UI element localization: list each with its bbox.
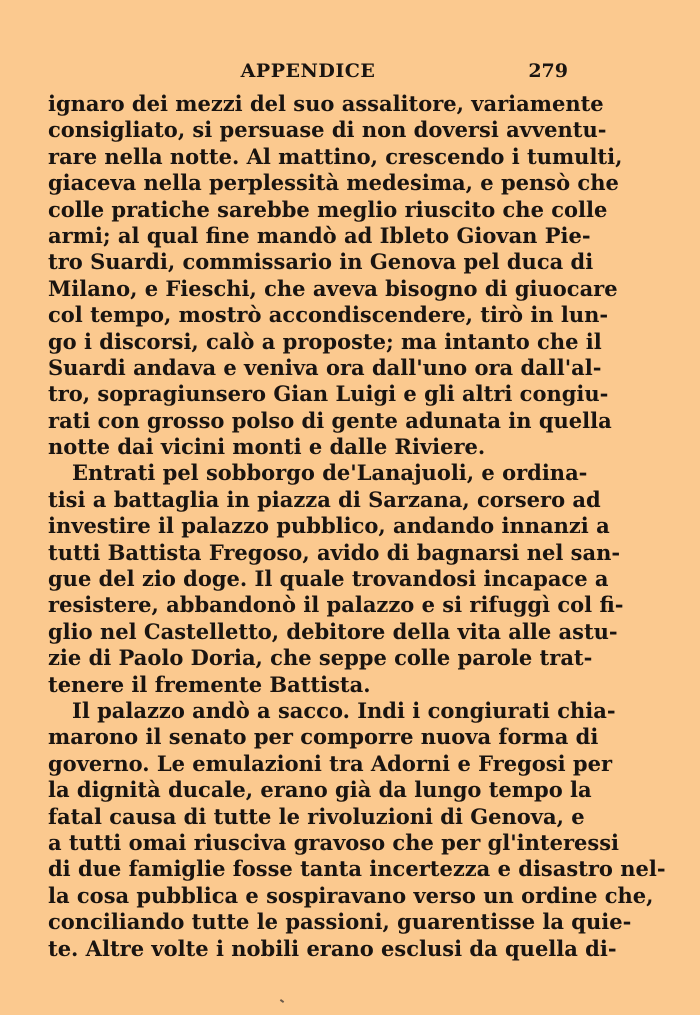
- paper-speck: [280, 999, 284, 1003]
- text-line: la cosa pubblica e sospiravano verso un ordine che,: [48, 882, 654, 908]
- text-line: tro, sopragiunsero Gian Luigi e gli altri congiu-: [48, 381, 609, 407]
- body-text: [48, 91, 666, 962]
- page-header: [48, 60, 568, 88]
- text-line: rati con grosso polso di gente adunata in quella: [48, 407, 612, 433]
- text-line: te. Altre volte i nobili erano esclusi da quella di-: [48, 935, 617, 961]
- text-line: di due famiglie fosse tanta incertezza e disastro nel-: [48, 856, 666, 882]
- text-line: Entrati pel sobborgo de'Lanajuoli, e ordina-: [72, 460, 588, 486]
- text-line: tenere il fremente Battista.: [48, 671, 371, 697]
- text-line: tro Suardi, commissario in Genova pel duca di: [48, 249, 594, 275]
- text-line: consigliato, si persuase di non doversi avventu-: [48, 117, 607, 143]
- text-line: giaceva nella perplessità medesima, e pensò che: [48, 170, 619, 196]
- text-line: ignaro dei mezzi del suo assalitore, variamente: [48, 91, 604, 116]
- text-line: rare nella notte. Al mattino, crescendo i tumulti,: [48, 143, 623, 169]
- paragraph: [48, 697, 666, 962]
- text-line: la dignità ducale, erano già da lungo tempo la: [48, 777, 592, 803]
- paragraph: [48, 460, 624, 698]
- text-line: resistere, abbandonò il palazzo e si rifuggì col fi-: [48, 592, 624, 618]
- text-line: colle pratiche sarebbe meglio riuscito che colle: [48, 196, 608, 222]
- text-line: notte dai vicini monti e dalle Riviere.: [48, 434, 486, 460]
- text-line: governo. Le emulazioni tra Adorni e Fregosi per: [48, 750, 613, 776]
- text-line: fatal causa di tutte le rivoluzioni di Genova, e: [48, 803, 585, 829]
- text-line: Milano, e Fieschi, che aveva bisogno di giuocare: [48, 275, 618, 301]
- text-line: a tutti omai riusciva gravoso che per gl'interessi: [48, 829, 620, 855]
- page-number: 279: [528, 60, 568, 82]
- text-line: conciliando tutte le passioni, guarentisse la quie-: [48, 909, 632, 935]
- running-head: APPENDICE: [240, 60, 376, 82]
- text-line: tisi a battaglia in piazza di Sarzana, corsero ad: [48, 486, 601, 512]
- text-line: Suardi andava e veniva ora dall'uno ora dall'al-: [48, 354, 602, 380]
- text-line: investire il palazzo pubblico, andando innanzi a: [48, 513, 610, 539]
- text-line: Il palazzo andò a sacco. Indi i congiurati chia-: [72, 697, 616, 723]
- text-line: zie di Paolo Doria, che seppe colle parole trat-: [48, 645, 593, 671]
- text-line: marono il senato per comporre nuova forma di: [48, 724, 599, 750]
- text-line: go i discorsi, calò a proposte; ma intanto che il: [48, 328, 602, 354]
- text-line: tutti Battista Fregoso, avido di bagnarsi nel san-: [48, 539, 621, 565]
- paragraph: [48, 91, 623, 460]
- text-line: armi; al qual fine mandò ad Ibleto Giovan Pie-: [48, 222, 591, 248]
- text-line: gue del zio doge. Il quale trovandosi incapace a: [48, 566, 609, 592]
- text-line: col tempo, mostrò accondiscendere, tirò in lun-: [48, 302, 609, 328]
- text-line: glio nel Castelletto, debitore della vita alle astu-: [48, 618, 618, 644]
